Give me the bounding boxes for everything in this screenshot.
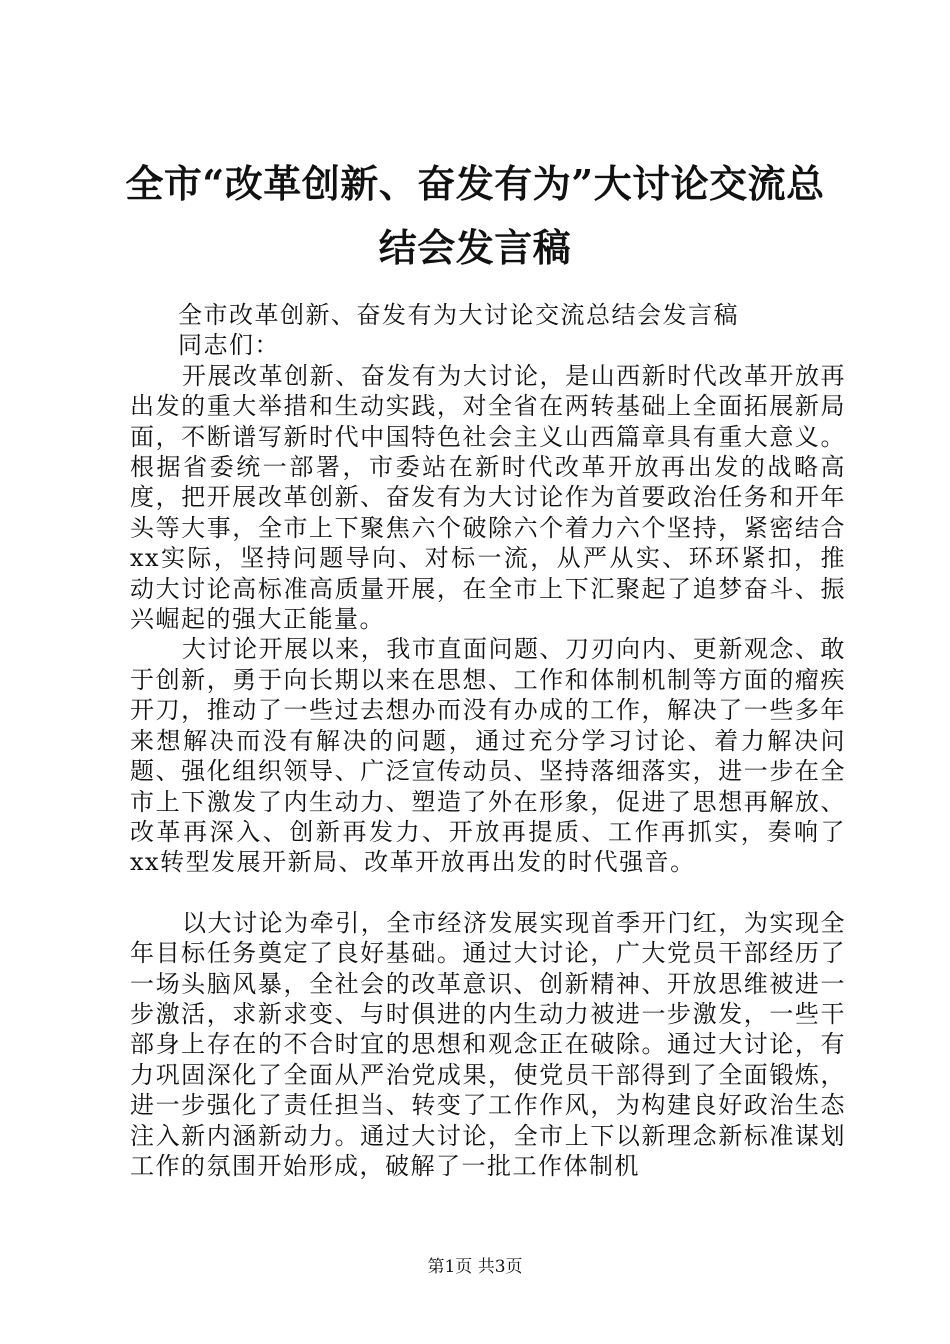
salutation: 同志们： xyxy=(178,331,280,360)
document-subtitle: 全市改革创新、奋发有为大讨论交流总结会发言稿 xyxy=(178,301,739,329)
paragraph-2: 大讨论开展以来，我市直面问题、刀刃向内、更新观念、敢于创新，勇于向长期以来在思想、工作和体制机制等方面的瘤疾开刀，推动了一些过去想办而没有办成的工作，解决了一些多年来想解决而没有解决的问题，通过充分学习讨论、着力解决问题、强化组织领导、广泛宣传动员、坚持落细落实，进一步在全市上下激发了内生动力、塑造了外在形象，促进了思想再解放、改革再深入、创新再发力、开放再提质、工作再抓实，奏响了xx转型发展开新局、改革开放再出发的时代强音。 xyxy=(130,635,846,877)
document-body xyxy=(130,300,846,1181)
paragraph-3: 以大讨论为牵引，全市经济发展实现首季开门红，为实现全年目标任务奠定了良好基础。通过大讨论，广大党员干部经历了一场头脑风暴，全社会的改革意识、创新精神、开放思维被进一步激活，求新求变、与时俱进的内生动力被进一步激发，一些干部身上存在的不合时宜的思想和观念正在破除。通过大讨论，有力巩固深化了全面从严治党成果，使党员干部得到了全面锻炼，进一步强化了责任担当、转变了工作作风，为构建良好政治生态注入新内涵新动力。通过大讨论，全市上下以新理念新标准谋划工作的氛围开始形成，破解了一批工作体制机 xyxy=(130,908,846,1180)
page-footer: 第1页 共3页 xyxy=(427,1257,523,1277)
paragraph-1: 开展改革创新、奋发有为大讨论，是山西新时代改革开放再出发的重大举措和生动实践，对全省在两转基础上全面拓展新局面，不断谱写新时代中国特色社会主义山西篇章具有重大意义。根据省委统一部署，市委站在新时代改革开放再出发的战略高度，把开展改革创新、奋发有为大讨论作为首要政治任务和开年头等大事，全市上下聚焦六个破除六个着力六个坚持，紧密结合xx实际，坚持问题导向、对标一流，从严从实、环环紧扣，推动大讨论高标准高质量开展，在全市上下汇聚起了追梦奋斗、振兴崛起的强大正能量。 xyxy=(130,361,846,634)
document-title: 全市“改革创新、奋发有为”大讨论交流总结会发言稿 xyxy=(125,161,825,270)
